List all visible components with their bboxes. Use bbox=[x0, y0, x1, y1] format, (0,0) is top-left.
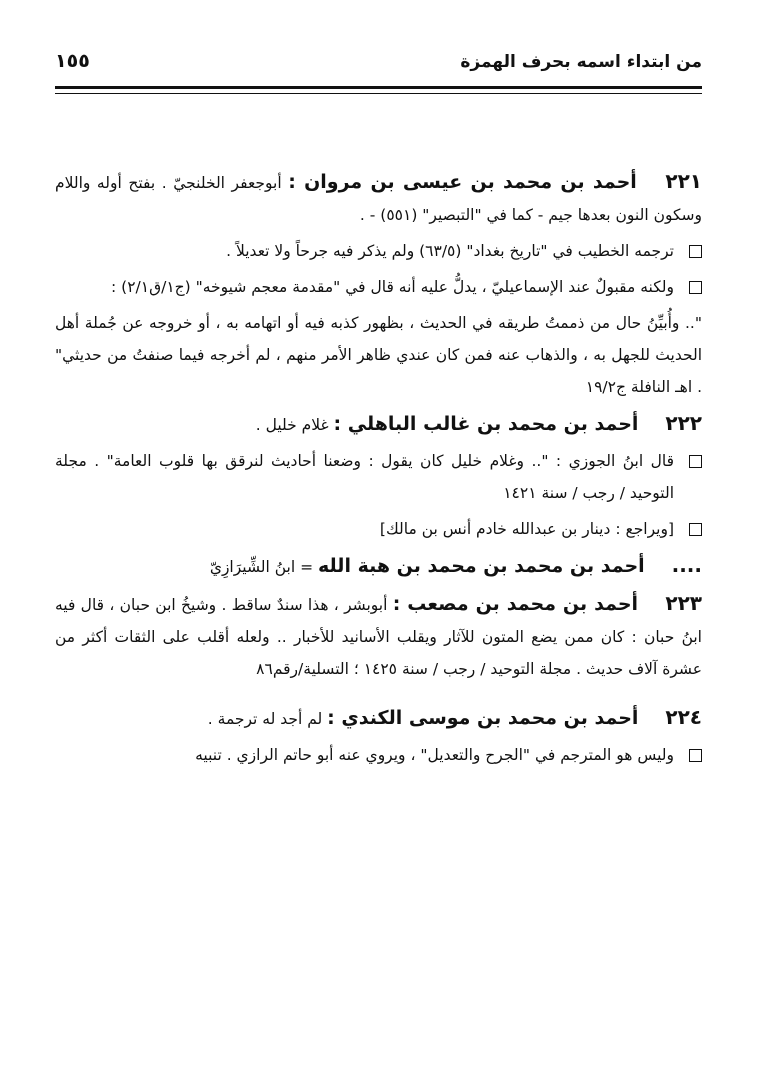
running-title: من ابتداء اسمه بحرف الهمزة bbox=[460, 52, 702, 72]
bullet-item bbox=[55, 739, 702, 771]
entry-text: أبوبشر ، هذا سندٌ ساقط . وشيخُ ابن حبان ، قال فيه ابنُ حبان : كان ممن يضع المتون للآثار ويقلب الأسانيد للأخبار .. ولعله أقلب على الثقات أكثر من عشرة آلاف حديث . مجلة التوحيد / رجب / سنة ١٤٢٥ ؛ التسلية/رقم٨٦ bbox=[55, 596, 702, 678]
bullet-item bbox=[55, 235, 702, 267]
square-bullet-icon bbox=[689, 245, 702, 258]
bullet-text: [ويراجع : دينار بن عبدالله خادم أنس بن مالك] bbox=[379, 520, 674, 538]
square-bullet-icon bbox=[689, 281, 702, 294]
entry-name: أحمد بن محمد بن عيسى بن مروان : bbox=[288, 171, 637, 193]
header-rule-thick bbox=[55, 86, 702, 89]
entry-text: غلام خليل . bbox=[255, 416, 329, 434]
bullet-item bbox=[55, 513, 702, 545]
bullet-text: ولكنه مقبولٌ عند الإسماعيليّ ، يدلُّ عليه أنه قال في "مقدمة معجم شيوخه" (ج١/ق٢/١) : bbox=[110, 278, 674, 296]
quotation: ".. وأُبيِّنُ حال من ذممتُ طريقه في الحديث ، بظهور كذبه فيه أو اتهامه به ، أو خروجه عن جُملة أهل الحديث للجهل به ، والذهاب عنه فمن كان عندي ظاهر الأمر منهم ، لم أخرجه فيما صنفتُ من حديثي" . اهـ النافلة ج١٩/٢ bbox=[55, 314, 702, 396]
xref-dots: .... bbox=[671, 553, 702, 577]
entry-223 bbox=[55, 587, 702, 685]
bullet-text: وليس هو المترجم في "الجرح والتعديل" ، ويروي عنه أبو حاتم الرازي . تنبيه bbox=[195, 746, 674, 764]
bullet-item bbox=[55, 271, 702, 303]
entry-number: ٢٢٤ bbox=[665, 705, 702, 729]
page-number: ١٥٥ bbox=[55, 50, 90, 72]
entry-text: أبوجعفر الخلنجيّ . بفتح أوله واللام وسكون النون بعدها جيم - كما في "التبصير" (٥٥١) - . bbox=[55, 174, 702, 224]
square-bullet-icon bbox=[689, 749, 702, 762]
entry-221 bbox=[55, 165, 702, 231]
bullet-item bbox=[55, 445, 702, 509]
entry-number: ٢٢١ bbox=[665, 169, 702, 193]
header-rule-thin bbox=[55, 93, 702, 94]
bullet-text: ترجمه الخطيب في "تاريخ بغداد" (٦٣/٥) ولم يذكر فيه جرحاً ولا تعديلاً . bbox=[226, 242, 674, 260]
entry-224 bbox=[55, 701, 702, 735]
cross-reference bbox=[55, 549, 702, 583]
entry-name: أحمد بن محمد بن غالب الباهلي : bbox=[333, 413, 639, 435]
xref-text: = ابنُ الشِّيرَازِيّ bbox=[209, 558, 314, 576]
bullet-text: قال ابنُ الجوزي : ".. وغلام خليل كان يقول : وضعنا أحاديث لنرقق بها قلوب العامة" . مجلة التوحيد / رجب / سنة ١٤٢١ bbox=[55, 452, 674, 502]
page-body bbox=[55, 165, 702, 775]
entry-name: أحمد بن محمد بن مصعب : bbox=[392, 593, 639, 615]
square-bullet-icon bbox=[689, 523, 702, 536]
entry-name: أحمد بن محمد بن موسى الكندي : bbox=[327, 707, 639, 729]
entry-number: ٢٢٣ bbox=[665, 591, 702, 615]
entry-number: ٢٢٢ bbox=[665, 411, 702, 435]
page-header bbox=[55, 48, 702, 84]
square-bullet-icon bbox=[689, 455, 702, 468]
entry-text: لم أجد له ترجمة . bbox=[207, 710, 323, 728]
xref-name: أحمد بن محمد بن محمد بن هبة الله bbox=[318, 555, 645, 577]
entry-222 bbox=[55, 407, 702, 441]
